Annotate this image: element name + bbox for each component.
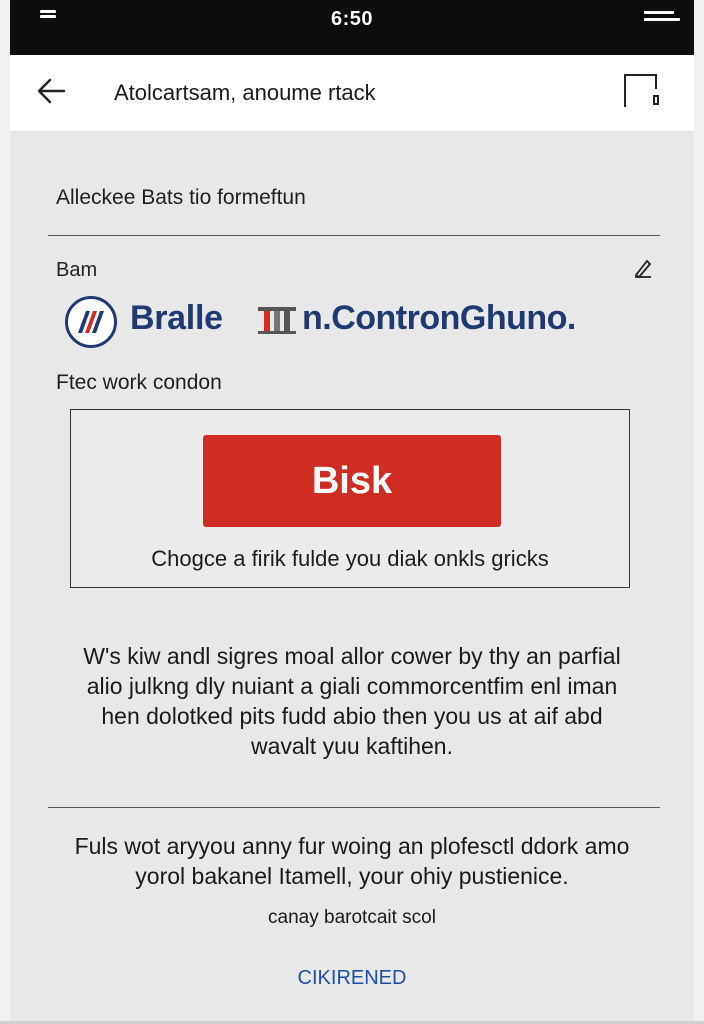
brand-glyph-icon xyxy=(254,303,300,337)
body-paragraph xyxy=(50,641,654,761)
back-arrow-icon[interactable] xyxy=(34,73,70,109)
status-time: 6:50 xyxy=(330,8,374,30)
window-icon[interactable] xyxy=(622,71,668,111)
divider xyxy=(48,807,660,808)
footer-note: canay barotcait scol xyxy=(268,907,436,928)
footer-line: yorol bakanel Itamell, your ohiy pustienice. xyxy=(135,863,569,889)
frame-edge-right xyxy=(694,0,704,1024)
frame-edge-left xyxy=(0,0,10,1024)
body-line: hen dolotked pits fudd abio then you us at aif abd xyxy=(101,703,603,729)
work-label: Ftec work condon xyxy=(56,371,222,394)
primary-action-button[interactable]: Bisk xyxy=(203,435,501,527)
app-header xyxy=(10,55,694,132)
body-line: alio julkng dly nuiant a giali commorcentfim enl iman xyxy=(86,673,618,699)
footer-line: Fuls wot aryyou anny fur woing an plofesctl ddork amo xyxy=(74,833,630,859)
brand-name-suffix: n.ContronGhuno. xyxy=(302,299,576,337)
brand-banner xyxy=(64,293,654,349)
main-content xyxy=(10,131,694,1021)
action-caption: Chogce a firik fulde you diak onkls gricks xyxy=(151,546,549,571)
body-line: wavalt yuu kaftihen. xyxy=(250,733,453,759)
section-label: Bam xyxy=(56,259,98,281)
action-card xyxy=(70,409,630,588)
page-subtitle: Alleckee Bats tio formeftun xyxy=(56,186,306,209)
edit-icon[interactable] xyxy=(632,257,654,279)
status-bar xyxy=(10,0,694,55)
brand-logo xyxy=(64,295,118,349)
divider xyxy=(48,235,660,236)
footer-paragraph xyxy=(50,831,654,891)
battery-icon xyxy=(644,9,680,23)
body-line: W's kiw andl sigres moal allor cower by thy an parfial xyxy=(83,643,621,669)
header-title: Atolcartsam, anoume rtack xyxy=(114,80,376,105)
footer-link[interactable]: CIKIRENED xyxy=(297,967,407,989)
brand-name: Bralle xyxy=(130,299,223,337)
